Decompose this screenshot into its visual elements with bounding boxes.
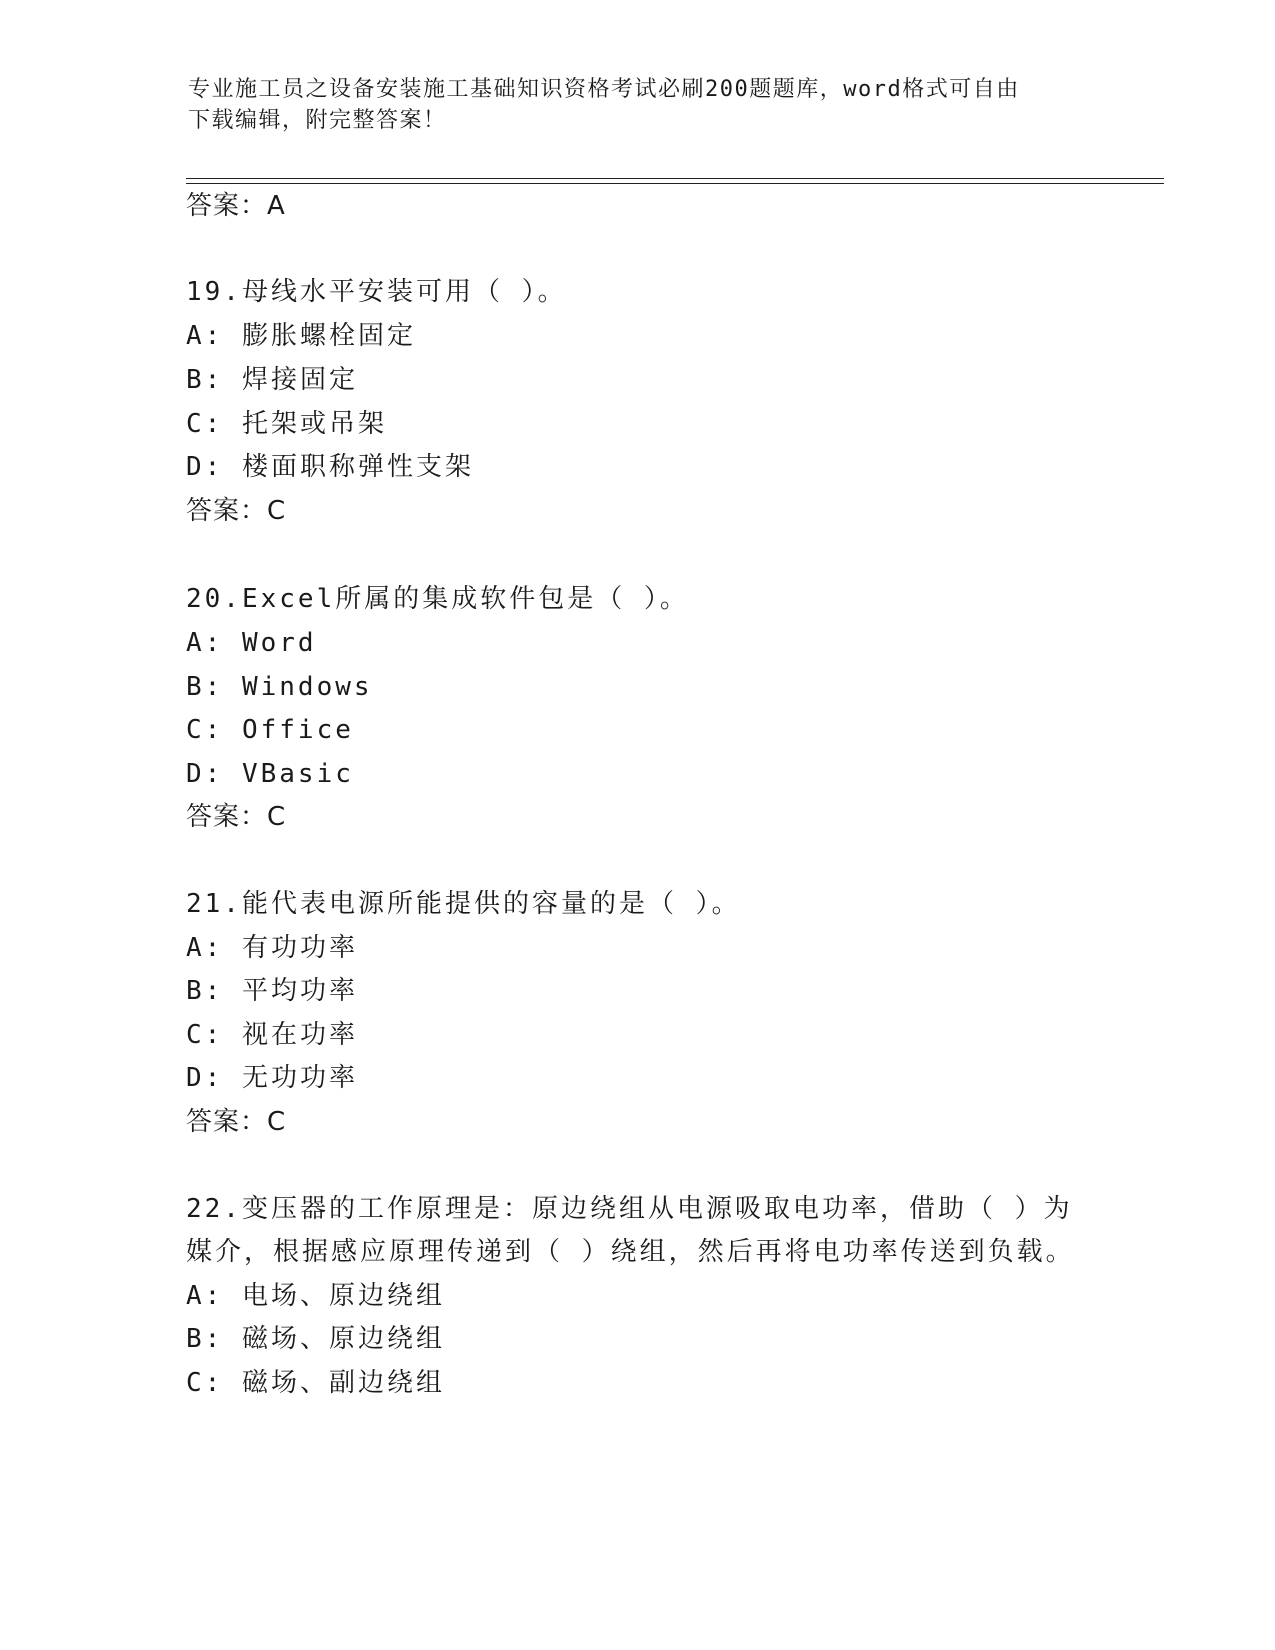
option-b: B: 平均功率 bbox=[186, 976, 358, 1006]
option-d: D: 楼面职称弹性支架 bbox=[186, 452, 474, 482]
header-divider-bottom bbox=[186, 183, 1164, 184]
answer-label: 答案：C bbox=[186, 802, 287, 832]
option-d: D: 无功功率 bbox=[186, 1063, 358, 1093]
answer-label: 答案：A bbox=[186, 191, 286, 221]
option-b: B: Windows bbox=[186, 672, 373, 702]
option-a: A: 膨胀螺栓固定 bbox=[186, 321, 416, 351]
answer-label: 答案：C bbox=[186, 496, 287, 526]
question-stem: 21.能代表电源所能提供的容量的是（ ）。 bbox=[186, 889, 741, 919]
header-divider-top bbox=[186, 178, 1164, 179]
option-c: C: Office bbox=[186, 715, 354, 745]
header-line-1: 专业施工员之设备安装施工基础知识资格考试必刷200题题库，word格式可自由 bbox=[188, 77, 1020, 102]
question-stem: 20.Excel所属的集成软件包是（ ）。 bbox=[186, 584, 689, 614]
option-a: A: 有功功率 bbox=[186, 933, 358, 963]
option-b: B: 焊接固定 bbox=[186, 365, 358, 395]
question-stem: 19.母线水平安装可用（ ）。 bbox=[186, 277, 567, 307]
option-c: C: 视在功率 bbox=[186, 1020, 358, 1050]
answer-label: 答案：C bbox=[186, 1107, 287, 1137]
header-line-2: 下载编辑，附完整答案！ bbox=[188, 108, 447, 133]
option-b: B: 磁场、原边绕组 bbox=[186, 1324, 445, 1354]
question-stem-line-1: 22.变压器的工作原理是：原边绕组从电源吸取电功率，借助（ ）为 bbox=[186, 1194, 1073, 1224]
option-d: D: VBasic bbox=[186, 759, 354, 789]
question-stem-line-2: 媒介，根据感应原理传递到（ ）绕组，然后再将电功率传送到负载。 bbox=[186, 1237, 1075, 1267]
option-c: C: 托架或吊架 bbox=[186, 409, 387, 439]
option-a: A: Word bbox=[186, 628, 317, 658]
option-c: C: 磁场、副边绕组 bbox=[186, 1368, 445, 1398]
option-a: A: 电场、原边绕组 bbox=[186, 1281, 445, 1311]
document-header bbox=[188, 74, 1088, 136]
